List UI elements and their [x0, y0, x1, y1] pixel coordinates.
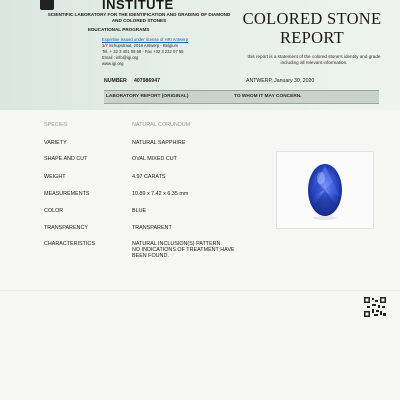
detail-key: CHARACTERISTICS: [44, 241, 95, 247]
number-label: NUMBER: [104, 78, 127, 84]
detail-row-measurements: [0, 191, 300, 201]
phone-line: Tel. + 32 3 401 08 68 - Fax +32 3 232 07 58: [102, 49, 184, 54]
detail-value: TRANSPARENT: [132, 225, 172, 231]
number-value: 407986947: [134, 78, 160, 84]
report-title-line2: REPORT: [279, 28, 345, 47]
detail-value: OVAL MIXED CUT: [132, 156, 177, 162]
gem-photo: [276, 151, 374, 229]
characteristics-line: BEEN FOUND.: [132, 253, 169, 259]
detail-value: NATURAL SAPPHIRE: [132, 140, 186, 146]
to-whom-label: TO WHOM IT MAY CONCERN.: [234, 94, 302, 99]
laboratory-subtitle: SCIENTIFIC LABORATORY FOR THE IDENTIFICATION AND GRADING OF DIAMOND AND COLORED STONES: [47, 12, 231, 23]
detail-key: SHAPE AND CUT: [44, 156, 88, 162]
igi-logo-icon: [40, 0, 54, 10]
detail-value: [132, 241, 262, 259]
report-statement: this report is a statement of the colored stone's identity and grade including all relevant information.: [247, 54, 381, 65]
detail-key: COLOR: [44, 208, 64, 214]
email-line: Email : info@igi.org: [102, 55, 139, 60]
page-fold-line: [0, 290, 400, 291]
license-line[interactable]: Expertise issued under license of HRI Antwerp: [102, 37, 189, 42]
detail-row-variety: [0, 140, 300, 150]
characteristics-line: NATURAL INCLUSION(S) PATTERN.: [132, 241, 222, 247]
lab-report-bar: [104, 90, 379, 104]
detail-value: 10.89 x 7.42 x 6.35 mm: [132, 191, 189, 197]
detail-value: NATURAL CORUNDUM: [132, 122, 191, 128]
detail-row-species: [0, 122, 300, 132]
sapphire-gem-image: [277, 152, 373, 228]
detail-key: WEIGHT: [44, 174, 66, 180]
detail-key: SPECIES: [44, 122, 68, 128]
characteristics-line: NO INDICATIONS OF TREATMENT HAVE: [132, 247, 235, 253]
report-number-row: [104, 75, 379, 87]
detail-row-color: [0, 208, 300, 218]
detail-key: MEASUREMENTS: [44, 191, 90, 197]
address-line: 1/7 Schupstraat, 2018 Antwerp - Belgium: [102, 43, 179, 48]
website-line: www.igi.org: [102, 61, 124, 66]
detail-key: VARIETY: [44, 140, 67, 146]
educational-programs: EDUCATIONAL PROGRAMS: [88, 27, 150, 32]
detail-row-transparency: [0, 225, 300, 235]
report-title-line1: COLORED STONE: [242, 9, 382, 28]
detail-row-weight: [0, 174, 300, 184]
detail-row-characteristics: [0, 241, 300, 259]
report-title: [228, 9, 396, 47]
detail-value: 4.97 CARATS: [132, 174, 166, 180]
place-date: ANTWERP, January 30, 2020: [246, 78, 315, 84]
lab-report-label: LABORATORY REPORT (ORIGINAL): [106, 94, 189, 99]
detail-value: BLUE: [132, 208, 147, 214]
qr-code-icon: [363, 296, 387, 318]
detail-key: TRANSPARENCY: [44, 225, 88, 231]
detail-row-shape: [0, 156, 300, 166]
institute-name: INSTITUTE: [102, 0, 174, 12]
